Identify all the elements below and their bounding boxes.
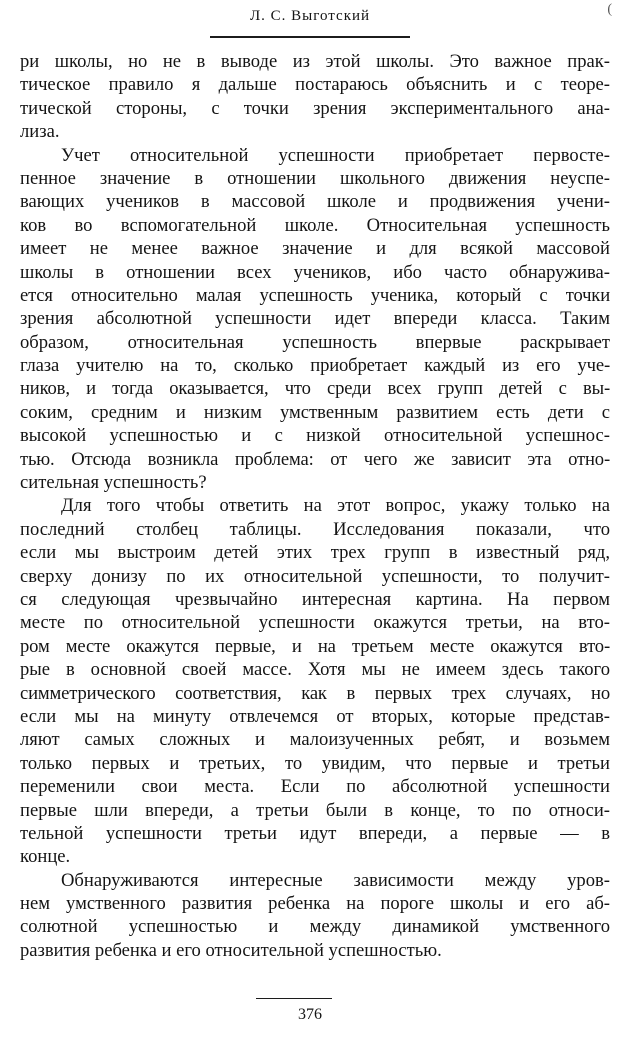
text-line: месте по относительной успешности окажутся третьи, на вто- bbox=[20, 612, 610, 634]
running-header-author: Л. С. Выготский bbox=[249, 8, 371, 24]
paragraph bbox=[20, 494, 610, 868]
text-line: рые в основной своей массе. Хотя мы не имеем здесь такого bbox=[20, 659, 610, 681]
text-line: Учет относительной успешности приобретает первосте- bbox=[61, 144, 610, 166]
text-line: если мы выстроим детей этих трех групп в известный ряд, bbox=[20, 542, 610, 564]
text-line: ром месте окажутся первые, и на третьем месте окажутся вто- bbox=[20, 635, 610, 657]
text-line: лиза. bbox=[20, 121, 60, 143]
text-line: соким, средним и низким умственным развитием есть дети с bbox=[20, 401, 610, 423]
text-line: тическое правило я дальше постараюсь объяснить и с теоре- bbox=[20, 74, 610, 96]
text-line: ков во вспомогательной школе. Относительная успешность bbox=[20, 214, 610, 236]
paragraph bbox=[20, 50, 610, 144]
text-line: школы в отношении всех учеников, ибо часто обнаружива- bbox=[20, 261, 610, 283]
text-line: высокой успешностью и с низкой относительной успешнос- bbox=[20, 425, 610, 447]
text-line: нем умственного развития ребенка на пороге школы и его аб- bbox=[20, 893, 610, 915]
text-line: Для того чтобы ответить на этот вопрос, укажу только на bbox=[61, 495, 610, 517]
text-line: тической стороны, с точки зрения экспериментального ана- bbox=[20, 97, 610, 119]
text-line: образом, относительная успешность впервые раскрывает bbox=[20, 331, 610, 353]
text-line: вающих учеников в массовой школе и продвижения учени- bbox=[20, 191, 610, 213]
text-line: последний столбец таблицы. Исследования показали, что bbox=[20, 518, 610, 540]
text-line: первые шли впереди, а третьи были в конце, то по относи- bbox=[20, 799, 610, 821]
text-line: только первых и третьих, то увидим, что первые и третьи bbox=[20, 752, 610, 774]
text-line: ри школы, но не в выводе из этой школы. Это важное прак- bbox=[20, 51, 610, 72]
text-line: солютной успешностью и между динамикой умственного bbox=[20, 916, 610, 938]
text-line: тью. Отсюда возникла проблема: от чего же зависит эта отно- bbox=[20, 448, 610, 470]
text-line: ников, и тогда оказывается, что среди всех групп детей с вы- bbox=[20, 378, 610, 400]
text-line: сверху донизу по их относительной успешности, то получит- bbox=[20, 565, 610, 587]
text-line: развития ребенка и его относительной успешностью. bbox=[20, 939, 442, 961]
text-line: тельной успешности третьи идут впереди, а первые — в bbox=[20, 822, 610, 844]
body-text bbox=[20, 50, 610, 962]
text-line: переменили свои места. Если по абсолютной успешности bbox=[20, 776, 610, 798]
paragraph bbox=[20, 144, 610, 495]
text-line: глаза учителю на то, сколько приобретает каждый из его уче- bbox=[20, 355, 610, 377]
text-line: ется относительно малая успешность ученика, который с точки bbox=[20, 284, 610, 306]
paragraph bbox=[20, 869, 610, 963]
text-line: конце. bbox=[20, 846, 71, 868]
page-number: 376 bbox=[298, 1006, 322, 1023]
corner-mark: ( bbox=[607, 2, 612, 17]
text-line: Обнаруживаются интересные зависимости между уров- bbox=[61, 869, 610, 891]
text-line: зрения абсолютной успешности идет впереди класса. Таким bbox=[20, 308, 610, 330]
text-line: сительная успешность? bbox=[20, 472, 207, 494]
text-line: имеет не менее важное значение и для всякой массовой bbox=[20, 238, 610, 260]
text-line: ляют самых сложных и малоизученных ребят, и возьмем bbox=[20, 729, 610, 751]
text-line: симметрического соответствия, как в первых трех случаях, но bbox=[20, 682, 610, 704]
header-rule bbox=[210, 36, 410, 38]
footer-rule bbox=[256, 998, 332, 999]
text-line: ся следующая чрезвычайно интересная картина. На первом bbox=[20, 588, 610, 610]
text-line: если мы на минуту отвлечемся от вторых, которые представ- bbox=[20, 705, 610, 727]
text-line: пенное значение в отношении школьного движения неуспе- bbox=[20, 167, 610, 189]
